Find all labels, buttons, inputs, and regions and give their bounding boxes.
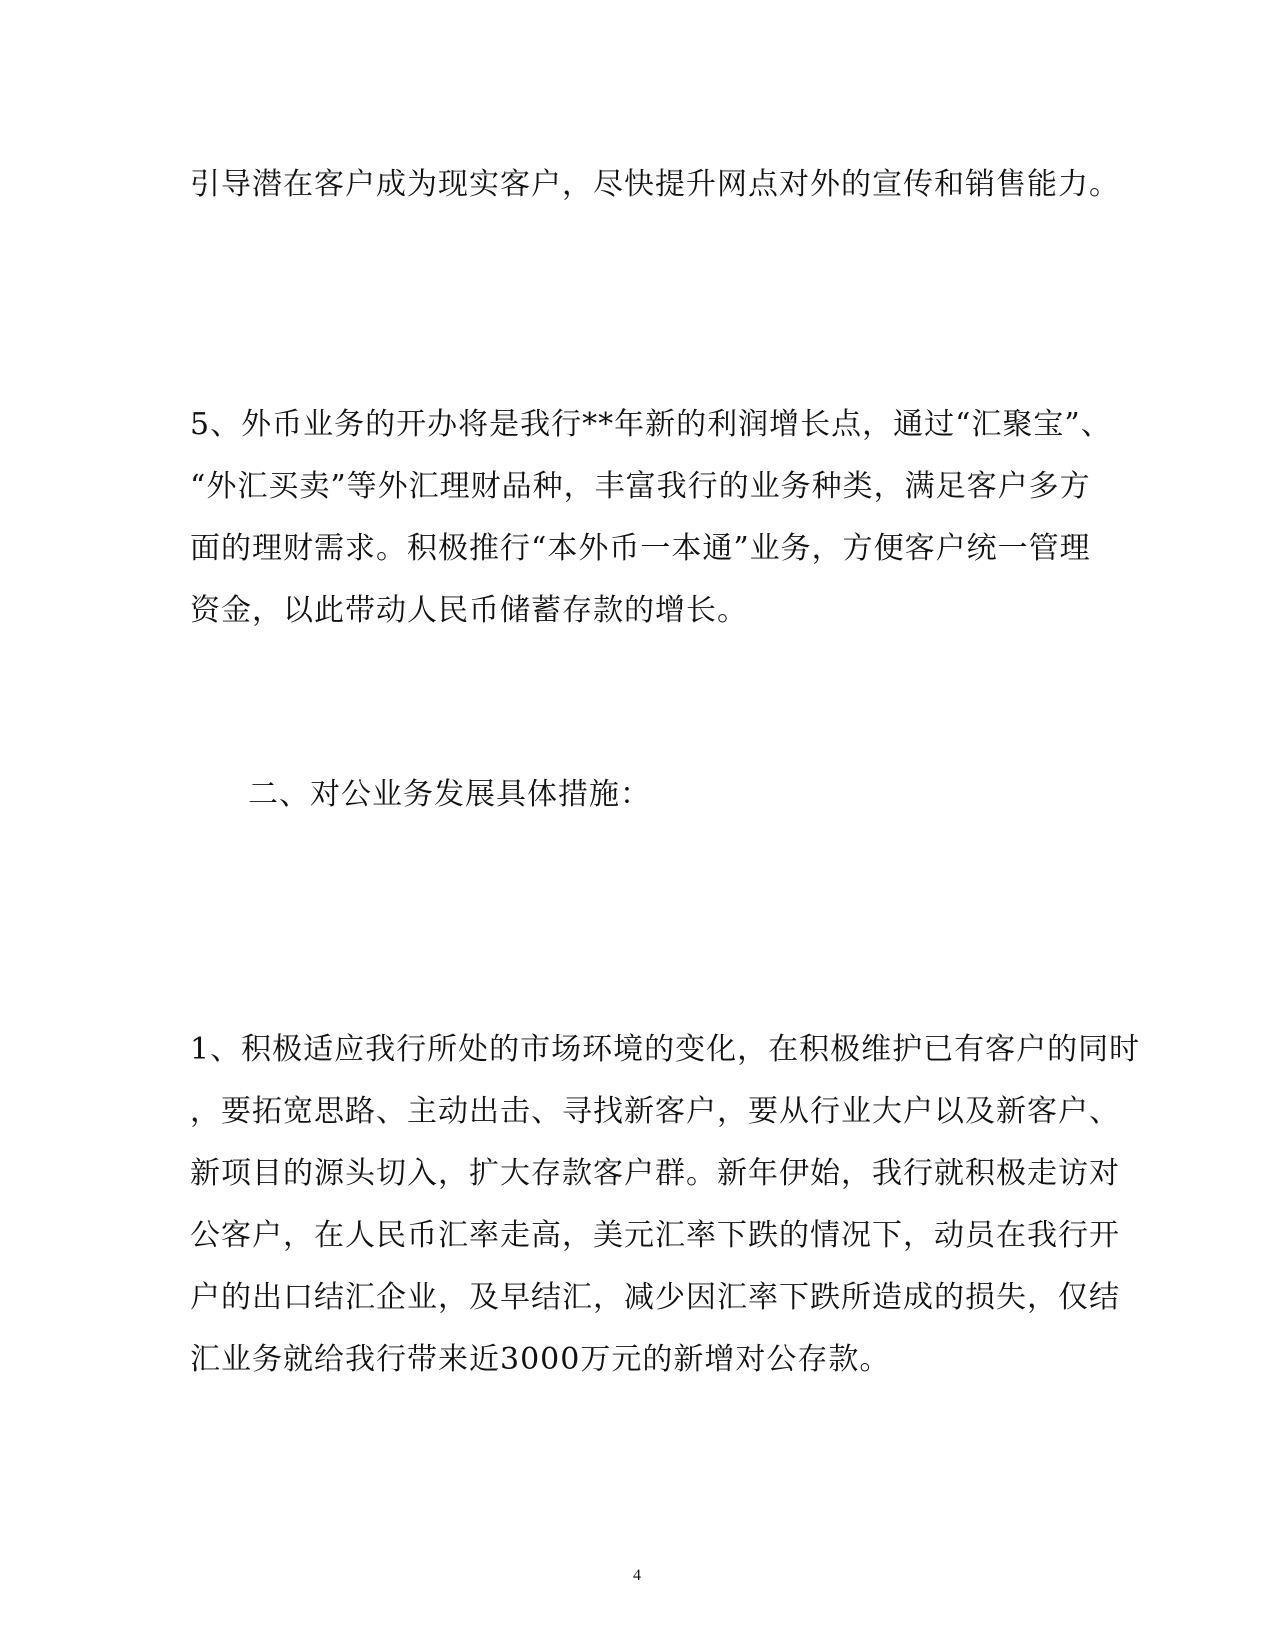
paragraph-line: “外汇买卖”等外汇理财品种，丰富我行的业务种类，满足客户多方 [190,469,1091,504]
paragraph-line: 公客户，在人民币汇率走高，美元汇率下跌的情况下，动员在我行开 [190,1218,1120,1253]
paragraph-line: 引导潜在客户成为现实客户，尽快提升网点对外的宣传和销售能力。 [190,167,1120,202]
paragraph-line: 户的出口结汇企业，及早结汇，减少因汇率下跌所造成的损失，仅结 [190,1280,1120,1315]
paragraph-line: 资金，以此带动人民币储蓄存款的增长。 [190,593,748,628]
paragraph-line: 新项目的源头切入，扩大存款客户群。新年伊始，我行就积极走访对 [190,1156,1120,1191]
section-heading: 二、对公业务发展具体措施： [248,777,651,812]
paragraph-line: 面的理财需求。积极推行“本外币一本通”业务，方便客户统一管理 [190,531,1091,566]
paragraph-line: ，要拓宽思路、主动出击、寻找新客户，要从行业大户以及新客户、 [190,1094,1120,1129]
paragraph-line: 5、外币业务的开办将是我行**年新的利润增长点，通过“汇聚宝”、 [190,407,1112,442]
paragraph-line: 1、积极适应我行所处的市场环境的变化，在积极维护已有客户的同时 [190,1032,1141,1067]
paragraph-line: 汇业务就给我行带来近3000万元的新增对公存款。 [190,1342,891,1377]
page-number: 4 [633,1567,641,1584]
